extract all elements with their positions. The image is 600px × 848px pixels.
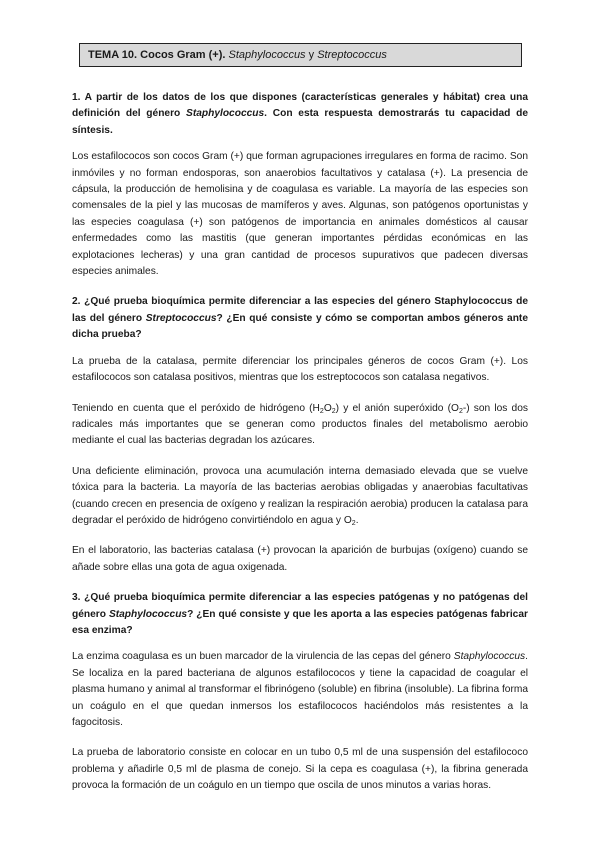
topic-title-banner bbox=[79, 43, 522, 67]
answer-1: Los estafilococos son cocos Gram (+) que forman agrupaciones irregulares en forma de racimo. Son inmóviles y no forman endosporas, son anaerobios facultativos y catalasa (+). La presencia de cápsula, la producción de hemolisina y de coagulasa es variable. La mayoría de las especies son comensales de la piel y las mucosas de mamíferos y aves. Algunas, son patógenos oportunistas y las especies coagulasa (+) son patógenos de importancia en animales domésticos al causar enfermedades como las mastitis (que generan importantes pérdidas económicas en las explotaciones lecheras) y una gran cantidad de procesos supurativos que padecen diversas especies animales. bbox=[72, 151, 528, 278]
answer-2-paragraph-3: Una deficiente eliminación, provoca una acumulación interna demasiado elevada que se vuelve tóxica para la bacteria. La mayoría de las bacterias aerobias obligadas y anaerobias facultativas (cuando crecen en presencia de oxígeno y realizan la respiración aerobia) producen la catalasa para degradar el peróxido de hidrógeno convirtiéndolo en agua y $O_2$. bbox=[72, 465, 528, 527]
document-body bbox=[72, 90, 528, 809]
topic-conjunction: y bbox=[308, 49, 315, 61]
topic-genus-2: Streptococcus bbox=[317, 49, 387, 61]
topic-title: Cocos Gram (+). bbox=[140, 49, 226, 61]
topic-genus-1: Staphylococcus bbox=[228, 49, 306, 61]
topic-number: TEMA 10. bbox=[88, 49, 138, 61]
question-1: 1. A partir de los datos de los que dispones (características generales y hábitat) crea una definición del género Staphylococcus. Con esta respuesta demostrarás tu capacidad de síntesis. bbox=[72, 92, 528, 136]
question-3: 3. ¿Qué prueba bioquímica permite diferenciar a las especies patógenas y no patógenas del género Staphylococcus? ¿En qué consiste y que les aporta a las especies patógenas fabricar esa enzima? bbox=[72, 592, 528, 636]
question-2: 2. ¿Qué prueba bioquímica permite diferenciar a las especies del género Staphylococcus de las del género Streptococcus? ¿En qué consiste y cómo se comportan ambos géneros ante dicha prueba? bbox=[72, 296, 528, 341]
answer-2-paragraph-1: La prueba de la catalasa, permite diferenciar los principales géneros de cocos Gram (+). Los estafilococos son catalasa positivos, mientras que los estreptococos son catalasa negativos. bbox=[72, 355, 528, 384]
answer-3-paragraph-1: La enzima coagulasa es un buen marcador de la virulencia de las cepas del género Staphylococcus. Se localiza en la pared bacteriana de algunos estafilococos y tiene la capacidad de coagular el plasma humano y animal al transformar el fibrinógeno (soluble) en fibrina (insoluble). La fibrina forma un coágulo en el que quedan inmersos los estafilococos haciéndolos más resistentes a la fagocitosis. bbox=[72, 651, 528, 728]
answer-3-paragraph-2: La prueba de laboratorio consiste en colocar en un tubo 0,5 ml de una suspensión del estafilococo problema y añadirle 0,5 ml de plasma de conejo. Si la cepa es coagulasa (+), la fibrina generada provoca la formación de un coágulo en un tiempo que oscila de unos minutos a varias horas. bbox=[72, 747, 528, 792]
answer-2-paragraph-2: Teniendo en cuenta que el peróxido de hidrógeno $(H_2O_2)$ y el anión superóxido $(O_2-)$ son los dos radicales más importantes que se generan como productos finales del metabolismo aerobio mediante el cual las bacterias degradan los azúcares. bbox=[72, 402, 528, 447]
answer-2-paragraph-4: En el laboratorio, las bacterias catalasa (+) provocan la aparición de burbujas (oxígeno) cuando se añade sobre ellas una gota de agua oxigenada. bbox=[72, 545, 528, 573]
